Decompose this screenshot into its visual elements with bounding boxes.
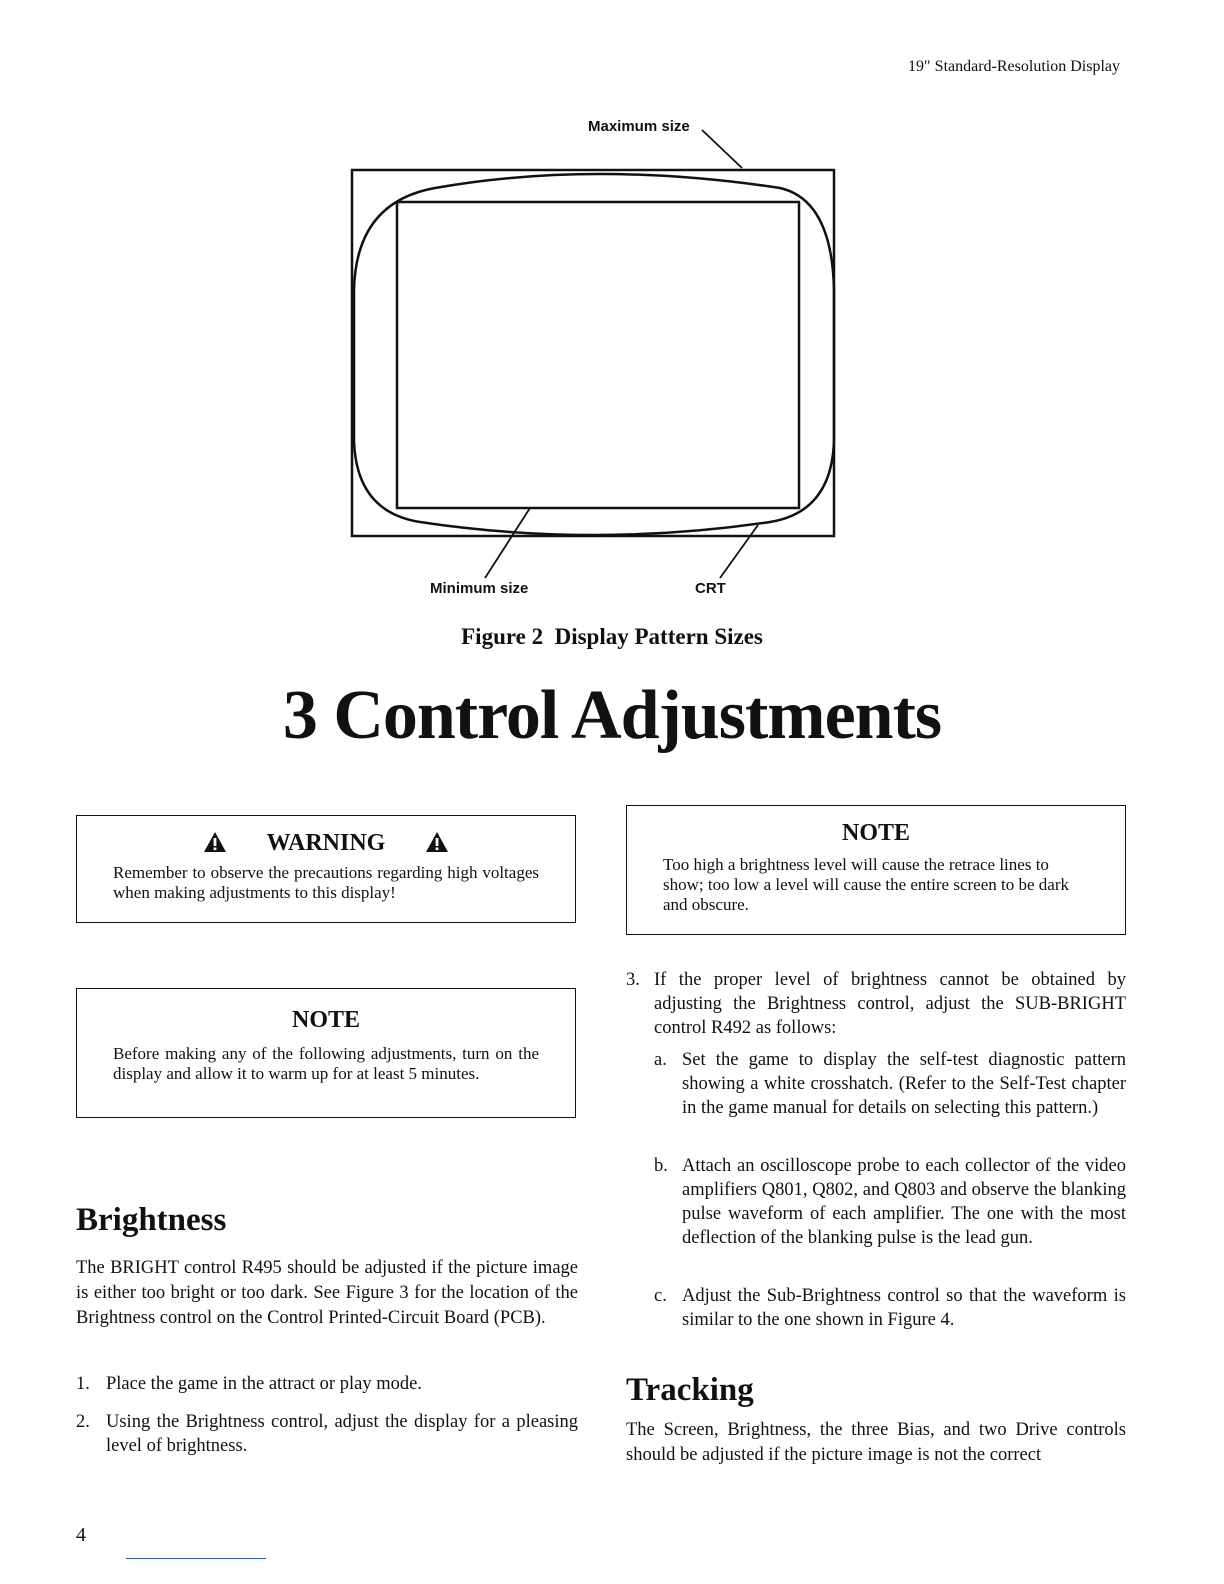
sub-list-item-letter: c.: [654, 1286, 667, 1306]
tracking-heading: Tracking: [626, 1372, 754, 1408]
sub-list-item-letter: a.: [654, 1050, 667, 1070]
chapter-title: 3 Control Adjustments: [282, 677, 942, 754]
crt-label: CRT: [695, 580, 726, 597]
running-header: 19″ Standard-Resolution Display: [908, 58, 1120, 75]
sub-list-item-text: Adjust the Sub-Brightness control so that the waveform is similar to the one shown in Figure 4.: [682, 1286, 1126, 1330]
note-text: Before making any of the following adjustments, turn on the display and allow it to warm up for at least 5 minutes.: [113, 1044, 539, 1083]
maximum-size-label: Maximum size: [588, 118, 690, 135]
figure-display-pattern-sizes: [340, 110, 860, 600]
figure-caption: Figure 2 Display Pattern Sizes: [461, 624, 763, 649]
list-item-text: If the proper level of brightness cannot be obtained by adjusting the Brightness control, adjust the SUB-BRIGHT control R492 as follows:: [654, 970, 1126, 1038]
sub-list-item: [654, 1048, 1126, 1148]
sub-list-item-text: Set the game to display the self-test diagnostic pattern showing a white crosshatch. (Refer to the Self-Test chapter in the game manual for details on selecting this pattern.): [682, 1050, 1126, 1118]
note-box-warmup: [76, 988, 576, 1118]
warning-title: WARNING: [266, 830, 386, 856]
brightness-heading: Brightness: [76, 1202, 227, 1238]
maximum-size-rect: [352, 170, 834, 536]
footer-rule: [126, 1558, 266, 1559]
crt-outline: [354, 174, 834, 535]
minimum-size-label: Minimum size: [430, 580, 529, 597]
note-box-brightness: [626, 805, 1126, 935]
note-title: NOTE: [841, 820, 910, 846]
crt-leader: [720, 525, 758, 578]
display-pattern-diagram: [340, 110, 860, 600]
note-title: NOTE: [291, 1007, 360, 1033]
sub-list-item: [654, 1284, 1126, 1334]
tracking-paragraph: The Screen, Brightness, the three Bias, and two Drive controls should be adjusted if the picture image is not the correct: [626, 1420, 1126, 1465]
list-item-number: 1.: [76, 1374, 90, 1394]
list-item-number: 3.: [626, 970, 640, 990]
note-text: Too high a brightness level will cause the retrace lines to show; too low a level will cause the entire screen to be dark and obscure.: [663, 855, 1069, 914]
list-item-text: Place the game in the attract or play mode.: [106, 1374, 422, 1394]
sub-list-item-letter: b.: [654, 1156, 668, 1176]
warning-title-row: [77, 830, 575, 857]
maximum-size-leader: [702, 130, 742, 168]
minimum-size-rect: [397, 202, 799, 508]
list-item: [76, 1372, 578, 1402]
minimum-size-leader: [485, 508, 530, 578]
list-item: [626, 968, 1126, 1040]
list-item-text: Using the Brightness control, adjust the display for a pleasing level of brightness.: [106, 1412, 578, 1456]
list-item: [76, 1410, 578, 1460]
sub-list-item-text: Attach an oscilloscope probe to each collector of the video amplifiers Q801, Q802, and Q803 and observe the blanking pulse waveform of each amplifier. The one with the most deflection of the blanking pulse is the lead gun.: [682, 1156, 1126, 1248]
warning-triangle-icon: [425, 831, 449, 853]
page-number: 4: [76, 1524, 86, 1546]
warning-box: [76, 815, 576, 923]
brightness-paragraph: The BRIGHT control R495 should be adjusted if the picture image is either too bright or too dark. See Figure 3 for the location of the Brightness control on the Control Printed-Circuit Board (PCB).: [76, 1258, 578, 1328]
sub-list-item: [654, 1154, 1126, 1274]
list-item-number: 2.: [76, 1412, 90, 1432]
warning-text: Remember to observe the precautions regarding high voltages when making adjustments to this display!: [113, 863, 539, 902]
warning-triangle-icon: [203, 831, 227, 853]
